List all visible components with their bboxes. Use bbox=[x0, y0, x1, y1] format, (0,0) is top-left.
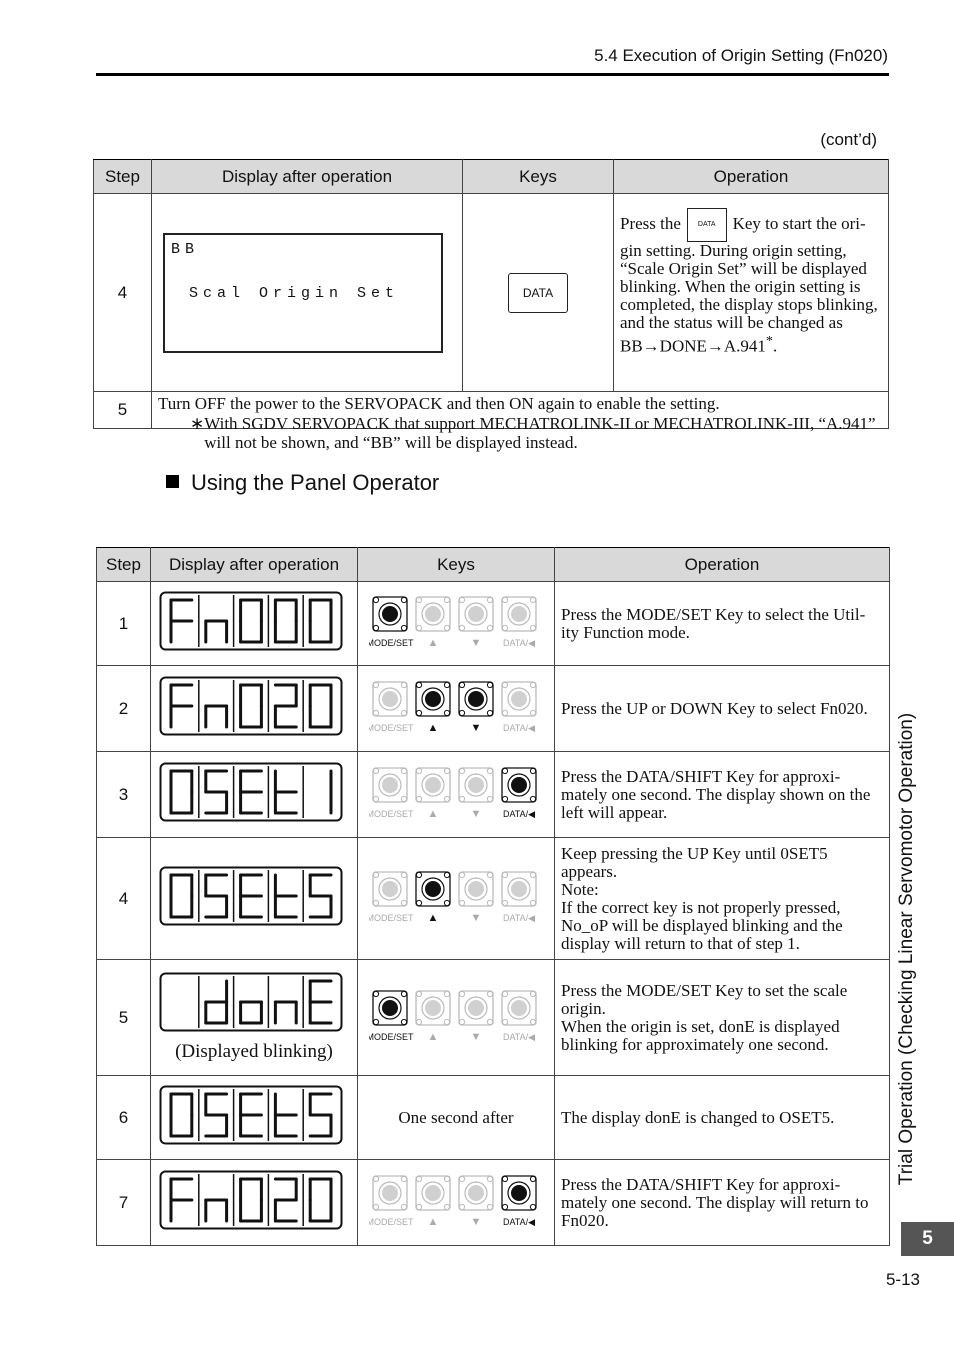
step-number: 4 bbox=[97, 838, 151, 960]
panel-keys bbox=[369, 986, 543, 1044]
down-key-icon bbox=[459, 991, 493, 1025]
data-key-label: DATA/◀ bbox=[502, 809, 536, 819]
lcd-digit bbox=[241, 771, 262, 813]
data-key-label: DATA/◀ bbox=[502, 1032, 536, 1042]
th-step: Step bbox=[94, 160, 152, 194]
data-key-icon bbox=[502, 768, 536, 802]
keys-cell bbox=[358, 582, 555, 666]
display-cell bbox=[151, 752, 358, 838]
lcd-digit bbox=[171, 1179, 192, 1221]
lcd-digit bbox=[241, 875, 262, 917]
data-key-label: DATA/◀ bbox=[502, 723, 536, 733]
up-key-label: ▲ bbox=[427, 1216, 439, 1228]
footnote-text: With SGDV SERVOPACK that support MECHATROLINK-II or MECHATROLINK-III, “A.941” will not be shown, and “BB” will be displayed instead. bbox=[204, 414, 876, 452]
display-cell bbox=[151, 1160, 358, 1246]
table-row bbox=[97, 1076, 890, 1160]
step-number: 5 bbox=[94, 392, 152, 429]
header-rule bbox=[96, 73, 889, 76]
data-key-label: DATA/◀ bbox=[502, 638, 536, 648]
seven-segment-display bbox=[159, 1085, 343, 1145]
keys-cell bbox=[463, 194, 614, 392]
lcd-digit bbox=[241, 685, 262, 727]
lcd-digit bbox=[275, 771, 296, 813]
lcd-digit bbox=[241, 1179, 262, 1221]
data-key-icon bbox=[502, 1176, 536, 1210]
table-row bbox=[97, 752, 890, 838]
step-number: 6 bbox=[97, 1076, 151, 1160]
operation-text: Press the UP or DOWN Key to select Fn020. bbox=[555, 666, 890, 752]
step-number: 3 bbox=[97, 752, 151, 838]
panel-keys bbox=[369, 1171, 543, 1229]
operation-text: Press the MODE/SET Key to set the scale origin. When the origin is set, donE is displayed blinking for approximately one second. bbox=[555, 960, 890, 1076]
mode-key-label: MODE/SET bbox=[369, 913, 414, 923]
lcd-digit bbox=[275, 1002, 296, 1023]
mode-key-label: MODE/SET bbox=[369, 1217, 414, 1227]
square-bullet-icon bbox=[166, 475, 179, 488]
chapter-number-tab: 5 bbox=[901, 1222, 954, 1256]
footnote-marker: * bbox=[765, 333, 773, 349]
lcd-digit bbox=[310, 875, 331, 917]
down-key-label: ▼ bbox=[470, 912, 482, 924]
th-keys: Keys bbox=[358, 548, 555, 582]
mode-key-icon bbox=[373, 991, 407, 1025]
lcd-digit bbox=[275, 875, 296, 917]
mode-key-icon bbox=[373, 1176, 407, 1210]
th-display: Display after operation bbox=[151, 548, 358, 582]
step-number: 4 bbox=[94, 194, 152, 392]
running-header: 5.4 Execution of Origin Setting (Fn020) bbox=[594, 46, 888, 65]
lcd-digit bbox=[206, 706, 227, 727]
section-heading bbox=[166, 470, 439, 496]
lcd-digit bbox=[275, 1094, 296, 1136]
data-key-label: DATA/◀ bbox=[502, 913, 536, 923]
down-key-icon bbox=[459, 597, 493, 631]
lcd-digit bbox=[206, 981, 227, 1023]
panel-keys bbox=[369, 677, 543, 735]
data-key-icon bbox=[502, 597, 536, 631]
operation-text: Press the MODE/SET Key to select the Util-ity Function mode. bbox=[555, 582, 890, 666]
lcd-digit bbox=[171, 1094, 192, 1136]
display-cell bbox=[151, 582, 358, 666]
keys-cell bbox=[358, 1076, 555, 1160]
lcd-digit bbox=[171, 771, 192, 813]
step-number: 1 bbox=[97, 582, 151, 666]
display-cell bbox=[151, 1076, 358, 1160]
data-key-label: DATA/◀ bbox=[502, 1217, 536, 1227]
table-panel-operator bbox=[96, 547, 890, 1246]
mode-key-label: MODE/SET bbox=[369, 638, 414, 648]
table-row bbox=[97, 666, 890, 752]
lcd-digit bbox=[275, 685, 296, 727]
down-key-label: ▼ bbox=[470, 1216, 482, 1228]
th-operation: Operation bbox=[555, 548, 890, 582]
operation-text: The display donE is changed to OSET5. bbox=[555, 1076, 890, 1160]
up-key-label: ▲ bbox=[427, 1031, 439, 1043]
keys-cell bbox=[358, 752, 555, 838]
lcd-message: Scal Origin Set bbox=[189, 284, 400, 302]
seven-segment-display bbox=[159, 866, 343, 926]
th-step: Step bbox=[97, 548, 151, 582]
lcd-digit bbox=[310, 1179, 331, 1221]
page-number: 5-13 bbox=[885, 1270, 920, 1289]
seven-segment-display bbox=[159, 676, 343, 736]
panel-keys bbox=[369, 867, 543, 925]
keys-note: One second after bbox=[398, 1107, 514, 1127]
footnote-star: ∗ bbox=[190, 414, 205, 433]
table-row bbox=[97, 838, 890, 960]
up-key-icon bbox=[416, 872, 450, 906]
keys-cell bbox=[358, 960, 555, 1076]
display-cell bbox=[151, 666, 358, 752]
step-number: 5 bbox=[97, 960, 151, 1076]
table-row bbox=[97, 960, 890, 1076]
seven-segment-display bbox=[159, 972, 343, 1032]
continued-label: (cont’d) bbox=[820, 130, 877, 149]
th-display: Display after operation bbox=[152, 160, 463, 194]
lcd-digit bbox=[310, 600, 331, 642]
seven-segment-display bbox=[159, 591, 343, 651]
lcd-digit bbox=[206, 875, 227, 917]
operation-text: Press the DATA/SHIFT Key for approxi-mately one second. The display will return to Fn020. bbox=[555, 1160, 890, 1246]
table-row bbox=[97, 1160, 890, 1246]
th-keys: Keys bbox=[463, 160, 614, 194]
down-key-icon bbox=[459, 682, 493, 716]
table-row bbox=[94, 194, 889, 392]
data-key-icon: DATA bbox=[508, 273, 568, 313]
operation-text: Turn OFF the power to the SERVOPACK and then ON again to enable the setting. bbox=[152, 392, 889, 429]
mode-key-label: MODE/SET bbox=[369, 809, 414, 819]
lcd-digit bbox=[241, 1002, 262, 1023]
data-key-inline-icon: DATA bbox=[687, 208, 727, 242]
lcd-digit bbox=[171, 685, 192, 727]
lcd-digit bbox=[171, 875, 192, 917]
mode-key-icon bbox=[373, 768, 407, 802]
op-text-rest: Key to start the ori-gin setting. During origin setting, “Scale Origin Set” will be displayed blinking. When the origin setting is completed, the display stops blinking, and the status will be changed as BB→DONE→A.941 bbox=[620, 213, 878, 356]
operation-text bbox=[614, 194, 889, 392]
step-number: 2 bbox=[97, 666, 151, 752]
down-key-label: ▼ bbox=[470, 1031, 482, 1043]
op-text-start: Press the bbox=[620, 213, 681, 233]
lcd-digit bbox=[171, 600, 192, 642]
lcd-digit bbox=[275, 1179, 296, 1221]
up-key-icon bbox=[416, 597, 450, 631]
up-key-label: ▲ bbox=[427, 722, 439, 734]
operation-text: Keep pressing the UP Key until 0SET5 appears. Note: If the correct key is not properly pressed, No_oP will be displayed blinking and the display will return to that of step 1. bbox=[555, 838, 890, 960]
down-key-label: ▼ bbox=[470, 637, 482, 649]
down-key-icon bbox=[459, 1176, 493, 1210]
display-cell bbox=[151, 960, 358, 1076]
down-key-label: ▼ bbox=[470, 722, 482, 734]
display-cell bbox=[151, 838, 358, 960]
up-key-icon bbox=[416, 768, 450, 802]
lcd-digit bbox=[310, 685, 331, 727]
lcd-digit bbox=[310, 981, 331, 1023]
up-key-label: ▲ bbox=[427, 808, 439, 820]
data-key-icon bbox=[502, 682, 536, 716]
down-key-label: ▼ bbox=[470, 808, 482, 820]
mode-key-icon bbox=[373, 872, 407, 906]
operator-lcd bbox=[163, 233, 443, 353]
lcd-digit bbox=[206, 771, 227, 813]
lcd-digit bbox=[241, 600, 262, 642]
down-key-icon bbox=[459, 872, 493, 906]
down-key-icon bbox=[459, 768, 493, 802]
table-row bbox=[97, 582, 890, 666]
op-text-end: . bbox=[773, 336, 778, 356]
mode-key-icon bbox=[373, 597, 407, 631]
side-tab-text: Trial Operation (Checking Linear Servomotor Operation) bbox=[896, 712, 917, 1186]
up-key-label: ▲ bbox=[427, 912, 439, 924]
chapter-side-tab bbox=[892, 694, 922, 1204]
footnote bbox=[190, 414, 890, 452]
mode-key-label: MODE/SET bbox=[369, 1032, 414, 1042]
up-key-icon bbox=[416, 1176, 450, 1210]
panel-keys bbox=[369, 592, 543, 650]
seven-segment-display bbox=[159, 1170, 343, 1230]
lcd-digit bbox=[206, 621, 227, 642]
lcd-digit bbox=[206, 1200, 227, 1221]
data-key-icon bbox=[502, 991, 536, 1025]
step-number: 7 bbox=[97, 1160, 151, 1246]
th-operation: Operation bbox=[614, 160, 889, 194]
display-caption: (Displayed blinking) bbox=[175, 1041, 333, 1062]
lcd-digit bbox=[310, 1094, 331, 1136]
lcd-digit bbox=[206, 1094, 227, 1136]
seven-segment-display bbox=[159, 762, 343, 822]
lcd-digit bbox=[275, 600, 296, 642]
mode-key-icon bbox=[373, 682, 407, 716]
operation-text: Press the DATA/SHIFT Key for approxi-mately one second. The display shown on the left will appear. bbox=[555, 752, 890, 838]
up-key-icon bbox=[416, 991, 450, 1025]
lcd-status: BB bbox=[171, 240, 200, 258]
up-key-icon bbox=[416, 682, 450, 716]
lcd-digit bbox=[241, 1094, 262, 1136]
up-key-label: ▲ bbox=[427, 637, 439, 649]
keys-cell bbox=[358, 1160, 555, 1246]
display-cell bbox=[152, 194, 463, 392]
panel-keys bbox=[369, 763, 543, 821]
keys-cell bbox=[358, 666, 555, 752]
data-key-icon bbox=[502, 872, 536, 906]
table-origin-setting-digital-operator bbox=[93, 159, 889, 429]
section-heading-text: Using the Panel Operator bbox=[191, 470, 440, 495]
mode-key-label: MODE/SET bbox=[369, 723, 414, 733]
keys-cell bbox=[358, 838, 555, 960]
